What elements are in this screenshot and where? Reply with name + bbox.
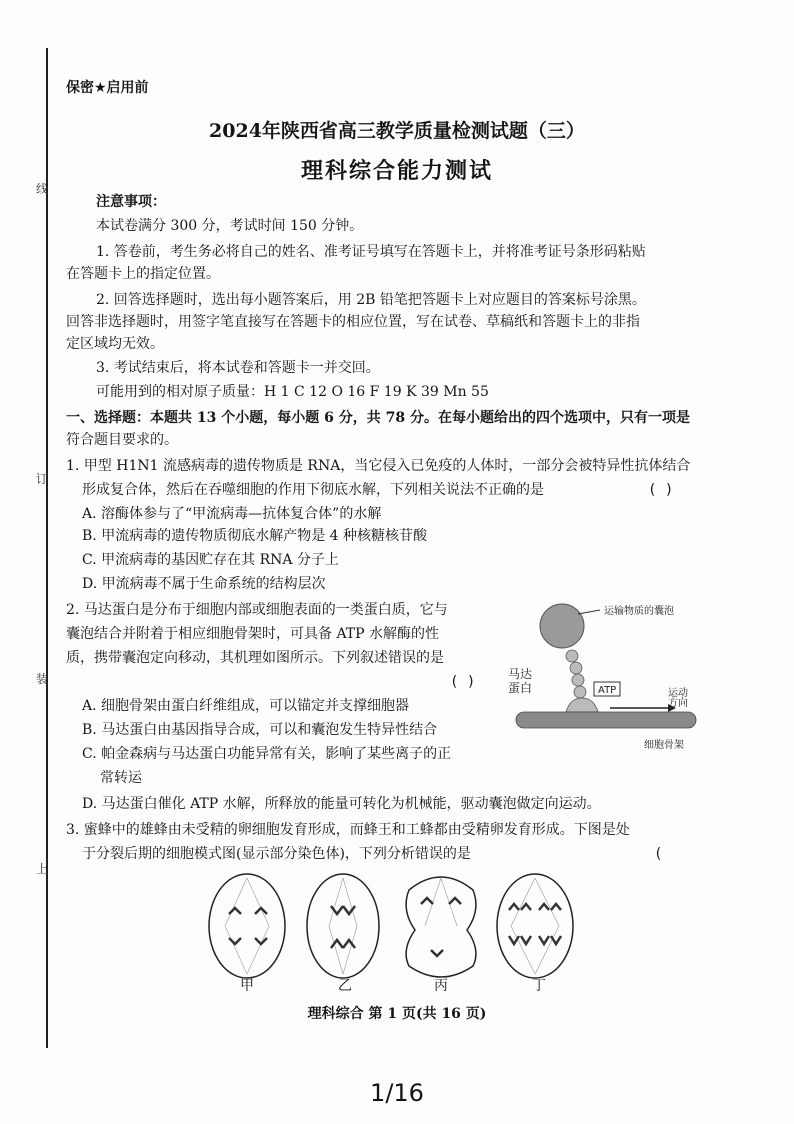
binding-mark-low: 装 <box>36 672 49 686</box>
binding-mark-bottom: 上 <box>36 862 49 876</box>
motor-label: 蛋白 <box>508 681 533 695</box>
exam-subtitle: 理科综合能力测试 <box>300 158 493 184</box>
vesicle-pointer <box>578 610 600 614</box>
motor-protein-part <box>570 662 582 674</box>
notes-line: 1. 答卷前，考生务必将自己的姓名、准考证号填写在答题卡上，并将准考证号条形码粘贴 <box>96 244 646 260</box>
notes-line: 回答非选择题时，用签字笔直接写在答题卡的相应位置，写在试卷、草稿纸和答题卡上的非指 <box>66 314 640 330</box>
motor-protein-foot <box>566 698 598 712</box>
q1-option-c: C. 甲流病毒的基因贮存在其 RNA 分子上 <box>82 552 339 568</box>
q1-option-d: D. 甲流病毒不属于生命系统的结构层次 <box>82 576 326 592</box>
q2-answer-blank: ( ) <box>450 674 476 690</box>
cell-division-diagram <box>205 870 575 1000</box>
page-footer: 理科综合 第 1 页(共 16 页) <box>307 1006 487 1022</box>
motor-label: 马达 <box>508 667 533 681</box>
cell-yi <box>307 874 379 978</box>
q2-option-b: B. 马达蛋白由基因指导合成，可以和囊泡发生特异性结合 <box>82 722 438 738</box>
movement-label: 运动 <box>668 688 688 699</box>
q3-stem: 3. 蜜蜂中的雄蜂由未受精的卵细胞发育形成，而蜂王和工蜂都由受精卵发育形成。下图是处 <box>66 822 630 838</box>
notes-line: 定区域均无效。 <box>66 336 164 352</box>
binding-mark-mid: 订 <box>36 472 49 486</box>
motor-protein-part <box>566 650 578 662</box>
q1-stem-cont: 形成复合体，然后在吞噬细胞的作用下彻底水解，下列相关说法不正确的是 <box>82 482 544 498</box>
motor-protein-part <box>574 686 586 698</box>
vesicle-shape <box>540 604 584 648</box>
q2-stem: 2. 马达蛋白是分布于细胞内部或细胞表面的一类蛋白质，它与 <box>66 602 448 618</box>
q2-option-c: C. 帕金森病与马达蛋白功能异常有关，影响了某些离子的正 <box>82 746 452 762</box>
motor-protein-diagram <box>508 600 708 760</box>
q2-option-d: D. 马达蛋白催化 ATP 水解，所释放的能量可转化为机械能，驱动囊泡做定向运动。 <box>82 796 601 812</box>
q2-option-a: A. 细胞骨架由蛋白纤维组成，可以锚定并支撑细胞器 <box>82 698 410 714</box>
q2-stem-cont: 囊泡结合并附着于相应细胞骨架时，可具备 ATP 水解酶的性 <box>66 626 440 642</box>
q2-stem-cont: 质，携带囊泡定向移动，其机理如图所示。下列叙述错误的是 <box>66 650 444 666</box>
page-counter: 1/16 <box>370 1079 424 1107</box>
atp-label: ATP <box>598 685 617 696</box>
notes-heading: 注意事项： <box>96 194 166 210</box>
q1-option-b: B. 甲流病毒的遗传物质彻底水解产物是 4 种核糖核苷酸 <box>82 528 427 544</box>
notes-line: 本试卷满分 300 分，考试时间 150 分钟。 <box>96 218 364 234</box>
binding-line <box>46 48 48 1048</box>
q3-stem-cont: 于分裂后期的细胞模式图(显示部分染色体)，下列分析错误的是 <box>82 846 471 862</box>
cell-label-jia: 甲 <box>240 978 254 994</box>
cell-label-bing: 丙 <box>434 978 448 994</box>
cell-jia <box>209 874 285 978</box>
vesicle-label: 运输物质的囊泡 <box>604 606 674 617</box>
q2-option-c-cont: 常转运 <box>100 770 142 786</box>
cell-label-yi: 乙 <box>338 978 352 994</box>
cytoskeleton-label: 细胞骨架 <box>644 740 684 751</box>
q1-answer-blank: ( ) <box>648 482 674 498</box>
binding-mark-top: 线 <box>36 182 49 196</box>
cytoskeleton-bar <box>516 712 696 728</box>
cell-bing <box>406 877 476 977</box>
notes-line: 2. 回答选择题时，选出每小题答案后，用 2B 铅笔把答题卡上对应题目的答案标号涂黑。 <box>96 292 646 308</box>
movement-label: 方向 <box>668 698 688 709</box>
notes-line: 在答题卡上的指定位置。 <box>66 266 220 282</box>
atomic-masses: 可能用到的相对原子质量：H 1 C 12 O 16 F 19 K 39 Mn 55 <box>96 384 489 400</box>
confidential-label: 保密★启用前 <box>66 80 149 96</box>
q1-option-a: A. 溶酶体参与了“甲流病毒—抗体复合体”的水解 <box>82 506 382 522</box>
section-heading: 一、选择题：本题共 13 个小题，每小题 6 分，共 78 分。在每小题给出的四个选项中，只有一项是 <box>66 410 690 426</box>
q1-stem: 1. 甲型 H1N1 流感病毒的遗传物质是 RNA，当它侵入已免疫的人体时，一部分会被特异性抗体结合 <box>66 458 691 474</box>
section-heading-cont: 符合题目要求的。 <box>66 432 178 448</box>
exam-title: 2024年陕西省高三教学质量检测试题（三） <box>209 120 585 142</box>
cell-label-ding: 丁 <box>532 978 546 994</box>
q3-answer-blank: ( <box>654 846 663 862</box>
cell-ding <box>497 874 573 978</box>
motor-protein-part <box>572 674 584 686</box>
notes-line: 3. 考试结束后，将本试卷和答题卡一并交回。 <box>96 360 380 376</box>
